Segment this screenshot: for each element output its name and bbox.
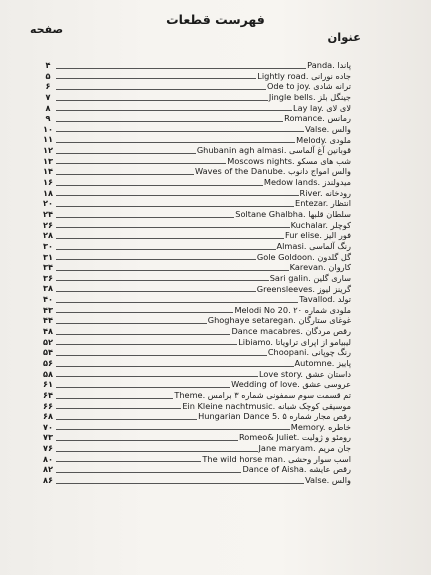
- toc-title: Fur elise. فور الیز: [285, 230, 351, 241]
- toc-page-number: ۱۱: [43, 134, 53, 145]
- toc-page-number: ۲۴: [43, 208, 53, 219]
- toc-title: Greensleeves. گرینز لیوز: [256, 283, 351, 294]
- dotted-leader: [56, 88, 266, 90]
- toc-page-number: ۱۳: [43, 155, 53, 166]
- dotted-leader: [56, 471, 241, 473]
- dotted-leader: [56, 290, 256, 292]
- dotted-leader: [56, 248, 276, 250]
- toc-page-number: ۶۸: [43, 411, 53, 422]
- toc-entry: [43, 400, 351, 412]
- toc-page-number: ۸: [45, 102, 51, 113]
- title-column-header: عنوان: [327, 30, 361, 44]
- toc-title: Gole Goldoon. گل گلدون: [256, 251, 351, 262]
- toc-entry: [43, 315, 351, 326]
- toc-page-number: ۳۰: [43, 240, 53, 251]
- dotted-leader: [56, 322, 207, 324]
- toc-page-number: ۵۲: [43, 336, 53, 347]
- toc-entry: [43, 443, 351, 454]
- toc-title: Karevan. کاروان: [289, 262, 351, 273]
- toc-page-number: ۸۲: [43, 464, 53, 475]
- toc-entry: [43, 432, 351, 443]
- toc-title: Jingle bells. جینگل بلز: [268, 91, 351, 102]
- toc-title: Moscows nights. شب های مسکو: [227, 155, 351, 166]
- dotted-leader: [56, 311, 233, 313]
- toc-title: Soltane Ghalbha. سلطان قلبها: [235, 209, 351, 220]
- toc-title: Romance. رمانس: [284, 113, 351, 124]
- dotted-leader: [56, 354, 267, 356]
- toc-entry: [43, 134, 351, 145]
- toc-entry: [43, 336, 351, 348]
- toc-title: Panda. پاندا: [307, 60, 351, 71]
- dotted-leader: [56, 397, 173, 399]
- toc-entry: [43, 389, 351, 401]
- toc-entry: [43, 379, 351, 390]
- toc-page-number: ۶۴: [43, 389, 53, 400]
- dotted-leader: [56, 482, 304, 484]
- toc-page-number: ۲۰: [43, 198, 53, 209]
- toc-page-number: ۵۶: [43, 357, 53, 368]
- toc-entry: [43, 177, 351, 188]
- toc-entry: [43, 304, 351, 316]
- page-title: فهرست قطعات: [166, 12, 265, 27]
- dotted-leader: [56, 184, 263, 186]
- toc-entry: [45, 91, 351, 103]
- toc-entry: [43, 294, 351, 305]
- toc-title: Automne. پاییز: [294, 357, 351, 368]
- toc-page-number: ۴۳: [43, 304, 53, 315]
- dotted-leader: [56, 141, 295, 143]
- toc-page-number: ۷: [45, 91, 51, 102]
- dotted-leader: [56, 460, 201, 462]
- toc-entry: [43, 421, 351, 433]
- toc-page-number: ۸۰: [43, 453, 53, 464]
- dotted-leader: [56, 418, 197, 420]
- toc-title: Ein Kleine nachtmusic. موسیقی کوچک شبانه: [182, 400, 351, 411]
- toc-title: Kuchalar. کوچلر: [290, 219, 351, 230]
- dotted-leader: [56, 279, 269, 281]
- toc-entry: [43, 368, 351, 380]
- toc-entry: [43, 251, 351, 263]
- dotted-leader: [56, 162, 226, 164]
- toc-entry: [43, 219, 351, 231]
- toc-entry: [43, 240, 351, 252]
- toc-title: The wild horse man. اسب سوار وحشی: [202, 453, 351, 464]
- dotted-leader: [56, 269, 289, 271]
- toc-page-number: ۵۸: [43, 368, 53, 379]
- dotted-leader: [56, 99, 268, 101]
- toc-title: Sari galin. ساری گلین: [269, 272, 351, 283]
- toc-title: Valse. والس: [305, 475, 351, 486]
- toc-page-number: ۱۶: [43, 177, 53, 188]
- dotted-leader: [56, 237, 284, 239]
- toc-title: Entezar. انتظار: [295, 198, 351, 209]
- dotted-leader: [56, 365, 294, 367]
- toc-page-number: ۴۰: [43, 294, 53, 305]
- toc-page-number: ۱۴: [43, 166, 53, 177]
- toc-title: Melody. ملودی: [296, 134, 351, 145]
- toc-page-number: ۳۸: [43, 283, 53, 294]
- dotted-leader: [56, 205, 294, 207]
- toc-title: Love story. داستان عشق: [258, 368, 351, 379]
- toc-entry: [43, 453, 351, 465]
- dotted-leader: [56, 130, 304, 132]
- toc-entry: [43, 357, 351, 369]
- toc-title: Romeo& Juliet. رومئو و ژولیت: [238, 432, 351, 443]
- toc-title: Ghoghaye setaregan. غوغای ستارگان: [207, 315, 351, 326]
- toc-entry: [43, 155, 351, 167]
- toc-title: Ode to joy. ترانه شادی: [266, 81, 351, 92]
- toc-page-number: ۶۱: [43, 379, 53, 390]
- dotted-leader: [56, 386, 230, 388]
- toc-entry: [43, 198, 351, 209]
- toc-page-number: ۲۶: [43, 219, 53, 230]
- toc-title: Melodi No 20. ملودی شماره ۲۰: [234, 304, 351, 315]
- dotted-leader: [56, 333, 230, 335]
- toc-page-number: ۳۱: [43, 251, 53, 262]
- toc-title: Ghubanin agh almasi. قوبانین آغ آلماسی: [196, 145, 351, 156]
- toc-entry: [45, 70, 351, 82]
- toc-entry: [43, 347, 351, 358]
- toc-page-number: ۷۶: [43, 443, 53, 454]
- dotted-leader: [56, 407, 181, 409]
- toc-entry: [45, 113, 351, 124]
- toc-entry: [43, 326, 351, 337]
- toc-entry: [43, 283, 351, 294]
- toc-title: Memory. خاطره: [290, 421, 351, 432]
- toc-page-number: ۱۲: [43, 145, 53, 156]
- dotted-leader: [56, 216, 234, 218]
- dotted-leader: [56, 450, 258, 452]
- toc-entry: [43, 145, 351, 156]
- toc-title: Waves of the Danube. والس امواج دانوب: [195, 166, 351, 177]
- toc-page-number: ۳۴: [43, 262, 53, 273]
- toc-title: Theme. تم قسمت سوم سمفونی شماره ۳ برامس: [174, 389, 351, 400]
- dotted-leader: [56, 301, 298, 303]
- toc-entry: [43, 411, 351, 422]
- toc-entry: [45, 102, 351, 114]
- toc-title: Jane maryam. جان مریم: [258, 443, 351, 454]
- toc-entry: [43, 166, 351, 177]
- toc-page-number: ۴: [45, 60, 51, 70]
- toc-entry: [43, 187, 351, 199]
- toc-entry: [43, 464, 351, 475]
- toc-entry: [43, 272, 351, 284]
- toc-title: Choopani. رنگ چوپانی: [267, 347, 351, 358]
- dotted-leader: [56, 194, 299, 196]
- dotted-leader: [56, 439, 238, 441]
- toc-page-number: ۵۴: [43, 347, 53, 358]
- dotted-leader: [56, 375, 258, 377]
- toc-page-number: ۴۸: [43, 326, 53, 337]
- toc-page-number: ۱۸: [43, 187, 53, 198]
- toc-page-number: ۲۸: [43, 230, 53, 241]
- toc-page-number: ۸۶: [43, 474, 53, 485]
- toc-page-number: ۱۰: [43, 123, 53, 134]
- dotted-leader: [56, 226, 290, 228]
- toc-title: Wedding of love. عروسی عشق: [231, 379, 351, 390]
- toc-entry: [45, 60, 351, 71]
- toc-title: Dance of Aisha. رقص عایشه: [242, 464, 351, 475]
- dotted-leader: [56, 77, 256, 79]
- toc-page-number: ۵: [45, 70, 51, 81]
- dotted-leader: [56, 120, 283, 122]
- dotted-leader: [56, 67, 306, 69]
- toc-title: Valse. والس: [305, 123, 351, 134]
- dotted-leader: [56, 343, 237, 345]
- toc-title: Hungarian Dance 5. رقص مجار شماره ۵: [198, 411, 351, 422]
- toc-entry: [43, 123, 351, 135]
- dotted-leader: [56, 428, 290, 430]
- dotted-leader: [56, 173, 194, 175]
- dotted-leader: [56, 258, 256, 260]
- toc-page-number: ۷۳: [43, 432, 53, 443]
- toc-title: Dance macabres. رقص مردگان: [231, 326, 351, 337]
- toc-title: Almasi. رنگ آلماسی: [276, 240, 351, 251]
- toc-title: Lay lay. لای لای: [293, 102, 351, 113]
- dotted-leader: [56, 109, 292, 111]
- toc-entry: [43, 230, 351, 241]
- toc-title: Medow lands. میدولندز: [263, 177, 351, 188]
- toc-entry: [43, 474, 351, 486]
- toc-page-number: ۳۶: [43, 272, 53, 283]
- toc-page-number: ۴۴: [43, 315, 53, 326]
- toc-title: Libiamo. لیبیامو از اپرای تراویاتا: [238, 336, 351, 347]
- toc-title: Lightly road. جاده نورانی: [257, 70, 351, 81]
- toc-page-number: ۶: [45, 81, 51, 92]
- toc-entry: [43, 208, 351, 220]
- toc-title: River. رودخانه: [299, 187, 351, 198]
- toc-entry: [43, 262, 351, 273]
- toc-page-number: ۷۰: [43, 421, 53, 432]
- toc-page-number: ۶۶: [43, 400, 53, 411]
- toc-entry: [45, 81, 351, 92]
- page-column-header: صفحه: [30, 23, 64, 36]
- toc-list: [43, 60, 351, 486]
- toc-title: Tavallod. تولد: [299, 294, 351, 305]
- dotted-leader: [56, 152, 196, 154]
- toc-page-number: ۹: [45, 113, 51, 124]
